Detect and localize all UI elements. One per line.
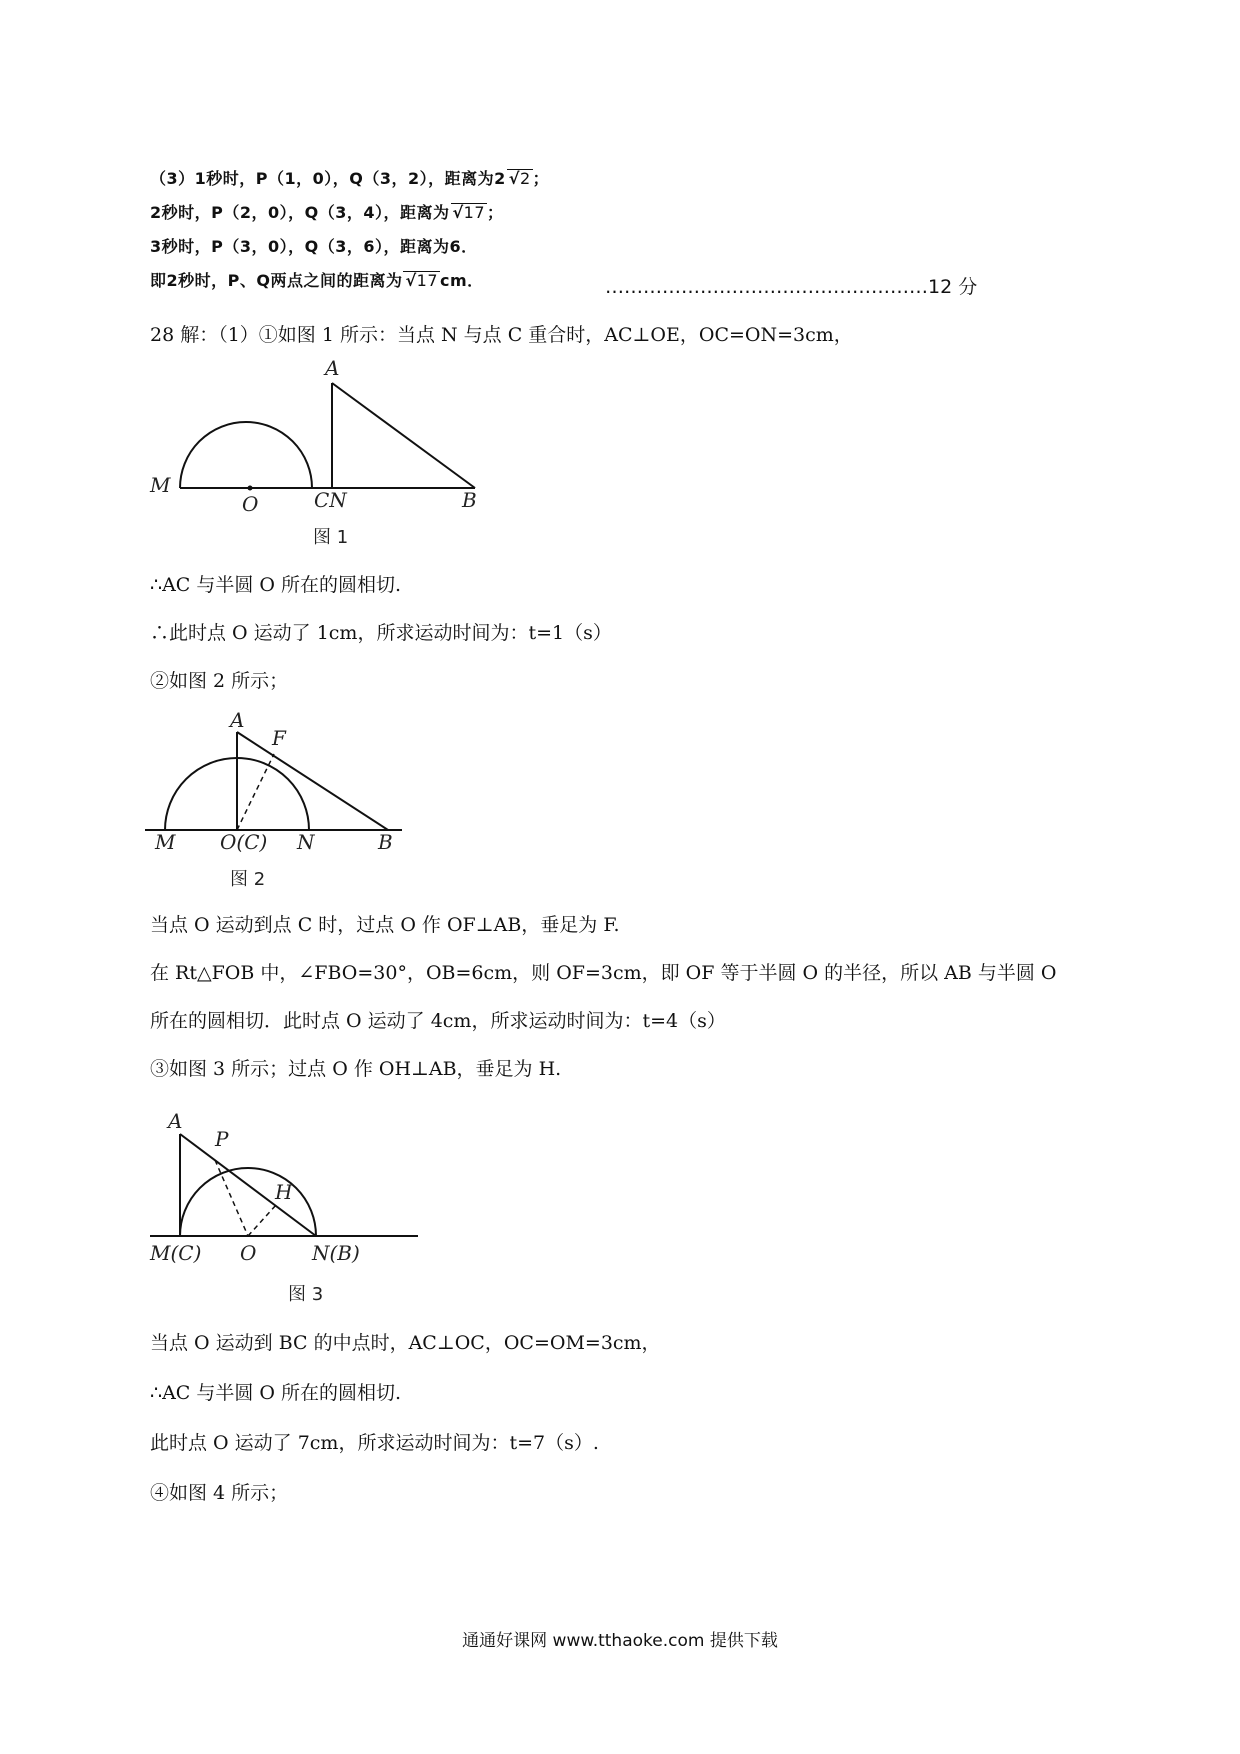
part3-line-2: 2秒时，P（2，0），Q（3，4），距离为 √17 ； bbox=[150, 203, 504, 222]
figure-3 bbox=[140, 1100, 440, 1310]
fig2-label-f: F bbox=[272, 726, 286, 750]
fig1-label-a: A bbox=[325, 356, 340, 380]
fig1-label-cn: CN bbox=[314, 488, 347, 512]
q28-step2b: 在 Rt△FOB 中，∠FBO=30°，OB=6cm，则 OF=3cm，即 OF 等于半圆 O 的半径，所以 AB 与半圆 O bbox=[150, 962, 1057, 984]
q28-step1a: ∴AC 与半圆 O 所在的圆相切. bbox=[150, 574, 402, 596]
fig2-label-b: B bbox=[378, 830, 393, 854]
fig1-semicircle bbox=[180, 422, 312, 488]
figure-2 bbox=[140, 705, 420, 895]
q28-step2a: 当点 O 运动到点 C 时，过点 O 作 OF⊥AB，垂足为 F. bbox=[150, 914, 620, 936]
part3-line-1: （3）1秒时，P（1，0），Q（3，2），距离为2 √2 ； bbox=[150, 169, 550, 188]
fig2-label-n: N bbox=[297, 830, 315, 854]
fig3-label-o: O bbox=[240, 1241, 257, 1265]
fig1-segment-ab bbox=[332, 383, 475, 488]
fig3-caption: 图 3 bbox=[288, 1284, 324, 1305]
fig1-label-o: O bbox=[242, 492, 259, 516]
fig2-label-m: M bbox=[155, 830, 176, 854]
fig1-label-m: M bbox=[150, 473, 171, 497]
fig3-label-a: A bbox=[168, 1109, 183, 1133]
q28-step3c: 此时点 O 运动了 7cm，所求运动时间为：t=7（s）. bbox=[150, 1432, 599, 1454]
part3-line-3: 3秒时，P（3，0），Q（3，6），距离为6． bbox=[150, 237, 478, 256]
q28-intro: 28 解：（1）①如图 1 所示：当点 N 与点 C 重合时，AC⊥OE，OC=ON=3cm， bbox=[150, 324, 853, 346]
part3-line-4: 即2秒时，P、Q两点之间的距离为 √17 cm． bbox=[150, 271, 484, 290]
page-footer: 通通好课网 www.tthaoke.com 提供下载 bbox=[462, 1631, 778, 1651]
q28-step2c: 所在的圆相切．此时点 O 运动了 4cm，所求运动时间为：t=4（s） bbox=[150, 1010, 726, 1032]
q28-step3: ③如图 3 所示；过点 O 作 OH⊥AB，垂足为 H. bbox=[150, 1058, 562, 1080]
fig1-label-b: B bbox=[462, 488, 477, 512]
q28-step2: ②如图 2 所示； bbox=[150, 670, 289, 692]
score-marker: ……………………………………………12 分 bbox=[605, 276, 978, 298]
q28-step3b: ∴AC 与半圆 O 所在的圆相切. bbox=[150, 1382, 402, 1404]
sqrt-symbol: √17 bbox=[452, 203, 486, 222]
q28-step3a: 当点 O 运动到 BC 的中点时，AC⊥OC，OC=OM=3cm， bbox=[150, 1332, 661, 1354]
fig3-label-nb: N(B) bbox=[312, 1241, 360, 1265]
fig3-label-h: H bbox=[275, 1180, 293, 1204]
sqrt-symbol: √2 bbox=[508, 169, 531, 188]
fig2-caption: 图 2 bbox=[230, 869, 266, 890]
q28-step1b: ∴此时点 O 运动了 1cm，所求运动时间为：t=1（s） bbox=[150, 622, 612, 644]
fig3-segment-oh bbox=[248, 1205, 276, 1236]
fig2-label-a: A bbox=[230, 708, 245, 732]
fig1-point-o bbox=[248, 486, 253, 491]
fig2-label-oc: O(C) bbox=[220, 830, 268, 854]
sqrt-symbol: √17 bbox=[405, 271, 438, 290]
q28-step4: ④如图 4 所示； bbox=[150, 1482, 289, 1504]
fig3-segment-ab bbox=[180, 1134, 316, 1236]
fig3-label-mc: M(C) bbox=[150, 1241, 202, 1265]
fig3-label-p: P bbox=[215, 1127, 229, 1151]
figure-1 bbox=[140, 355, 500, 555]
fig3-semicircle bbox=[180, 1168, 316, 1236]
fig2-segment-ab bbox=[237, 732, 388, 830]
fig1-caption: 图 1 bbox=[313, 527, 349, 548]
